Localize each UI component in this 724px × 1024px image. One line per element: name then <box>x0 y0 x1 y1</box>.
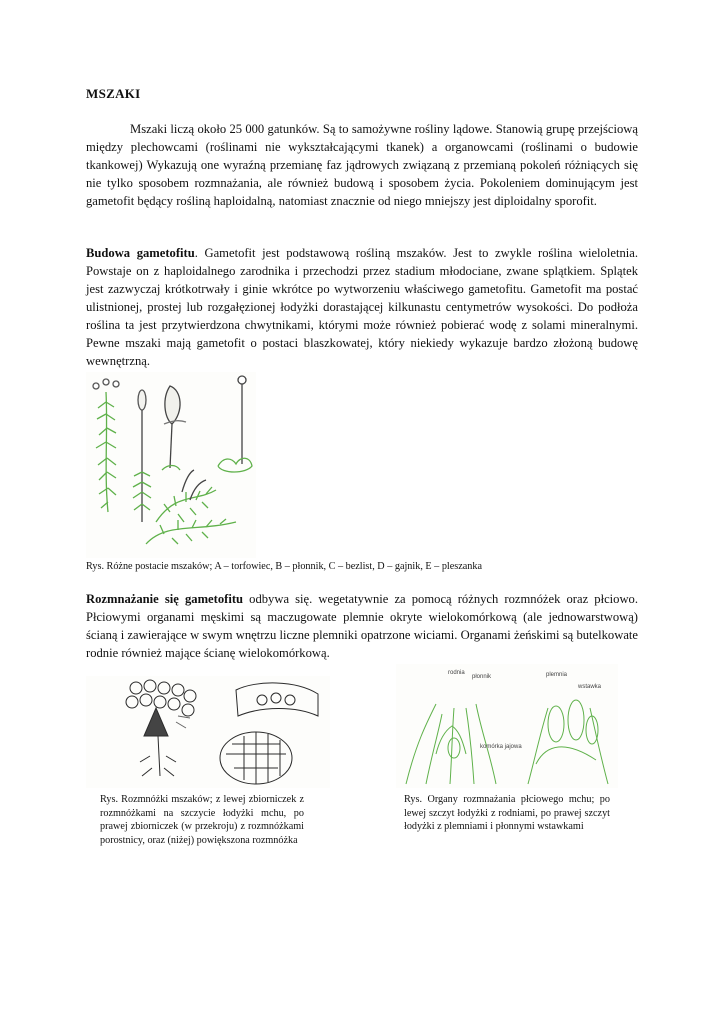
figure3-caption: Rys. Organy rozmnażania płciowego mchu; po lewej szczyt łodyżki z rodniami, po prawej szczyt łodyżki z plemniami i płonnymi wstawkami <box>404 794 610 832</box>
gemmae-cross-section-drawing <box>220 683 318 784</box>
rozmnazanie-paragraph <box>86 590 638 662</box>
label-plemnia: plemnia <box>546 672 568 678</box>
moss-forms-figure <box>86 372 256 558</box>
moss-bezlist-drawing <box>162 386 186 470</box>
budowa-paragraph <box>86 244 638 370</box>
sexual-organs-figure <box>396 664 618 788</box>
sexual-organs-illustration <box>396 664 618 788</box>
label-rodnia: rodnia <box>448 670 465 676</box>
moss-pleszanka-drawing <box>218 376 252 472</box>
label-plonnik: płonnik <box>472 674 492 680</box>
moss-gajnik-drawing <box>146 470 236 544</box>
moss-torfowiec-drawing <box>93 379 119 512</box>
figure1-caption: Rys. Różne postacie mszaków; A – torfowiec, B – płonnik, C – bezlist, D – gajnik, E – pleszanka <box>86 561 482 572</box>
page-title: MSZAKI <box>86 86 141 101</box>
intro-paragraph: Mszaki liczą około 25 000 gatunków. Są to samożywne rośliny lądowe. Stanowią grupę przejściową między plechowcami (roślinami nie wykształcającymi tkanek) a organowcami (roślinami o budowie tkankowej) Wykazują one wyraźną przemianę faz jądrowych związaną z przemianą pokoleń różniących się nie tylko sposobem rozmnażania, ale również budową i sposobem życia. Pokoleniem dominującym jest gametofit będący rośliną haploidalną, natomiast znacznie od niego mniejszy jest diploidalny sporofit. <box>86 122 638 208</box>
moss-plonnik-drawing <box>133 390 151 522</box>
label-komorka-jajowa: komórka jajowa <box>480 744 522 750</box>
budowa-text: . Gametofit jest podstawową rośliną mszaków. Jest to zwykle roślina wieloletnia. Powstaje on z haploidalnego zarodnika i przechodzi przez stadium młodociane, zwane splątkiem. Splątek jest zazwyczaj krótkotrwały i ginie wkrótce po wytworzeniu właściwego gametofitu. Gametofit ma postać ulistnionej, prostej lub rozgałęzionej łodyżki dorastającej kilkunastu centymetrów wysokości. Do podłoża roślina ta jest przytwierdzona chwytnikami, którymi może również pobierać wodę z solami mineralnymi. Pewne mszaki mają gametofit o postaci blaszkowatej, który niekiedy wykazuje bardzo złożoną budowę wewnętrzną. <box>86 246 638 368</box>
moss-forms-illustration <box>86 372 256 558</box>
rozmnazanie-heading: Rozmnażanie się gametofitu <box>86 592 244 606</box>
gemmae-cup-drawing <box>126 680 196 776</box>
figure2-caption: Rys. Rozmnóżki mszaków; z lewej zbiorniczek z rozmnóżkami na szczycie łodyżki mchu, po prawej zbiorniczek (w przekroju) z rozmnóżkami porostnicy, oraz (niżej) powiększona rozmnóżka <box>100 794 304 846</box>
gemmae-illustration <box>86 676 330 788</box>
rozmnazanie-text: odbywa się. wegetatywnie za pomocą różnych rozmnóżek oraz płciowo. Płciowymi organami męskimi są maczugowate plemnie okryte wielokomórkową (ale jednowarstwową) ścianą i zawierające w swym wnętrzu liczne plemniki opatrzone wiciami. Organami żeńskimi są butelkowate rodnie również mające ścianę wielokomórkową. <box>86 592 638 660</box>
budowa-heading: Budowa gametofitu <box>86 246 195 260</box>
gemmae-figure <box>86 676 330 788</box>
label-wstawka: wstawka <box>578 684 602 690</box>
